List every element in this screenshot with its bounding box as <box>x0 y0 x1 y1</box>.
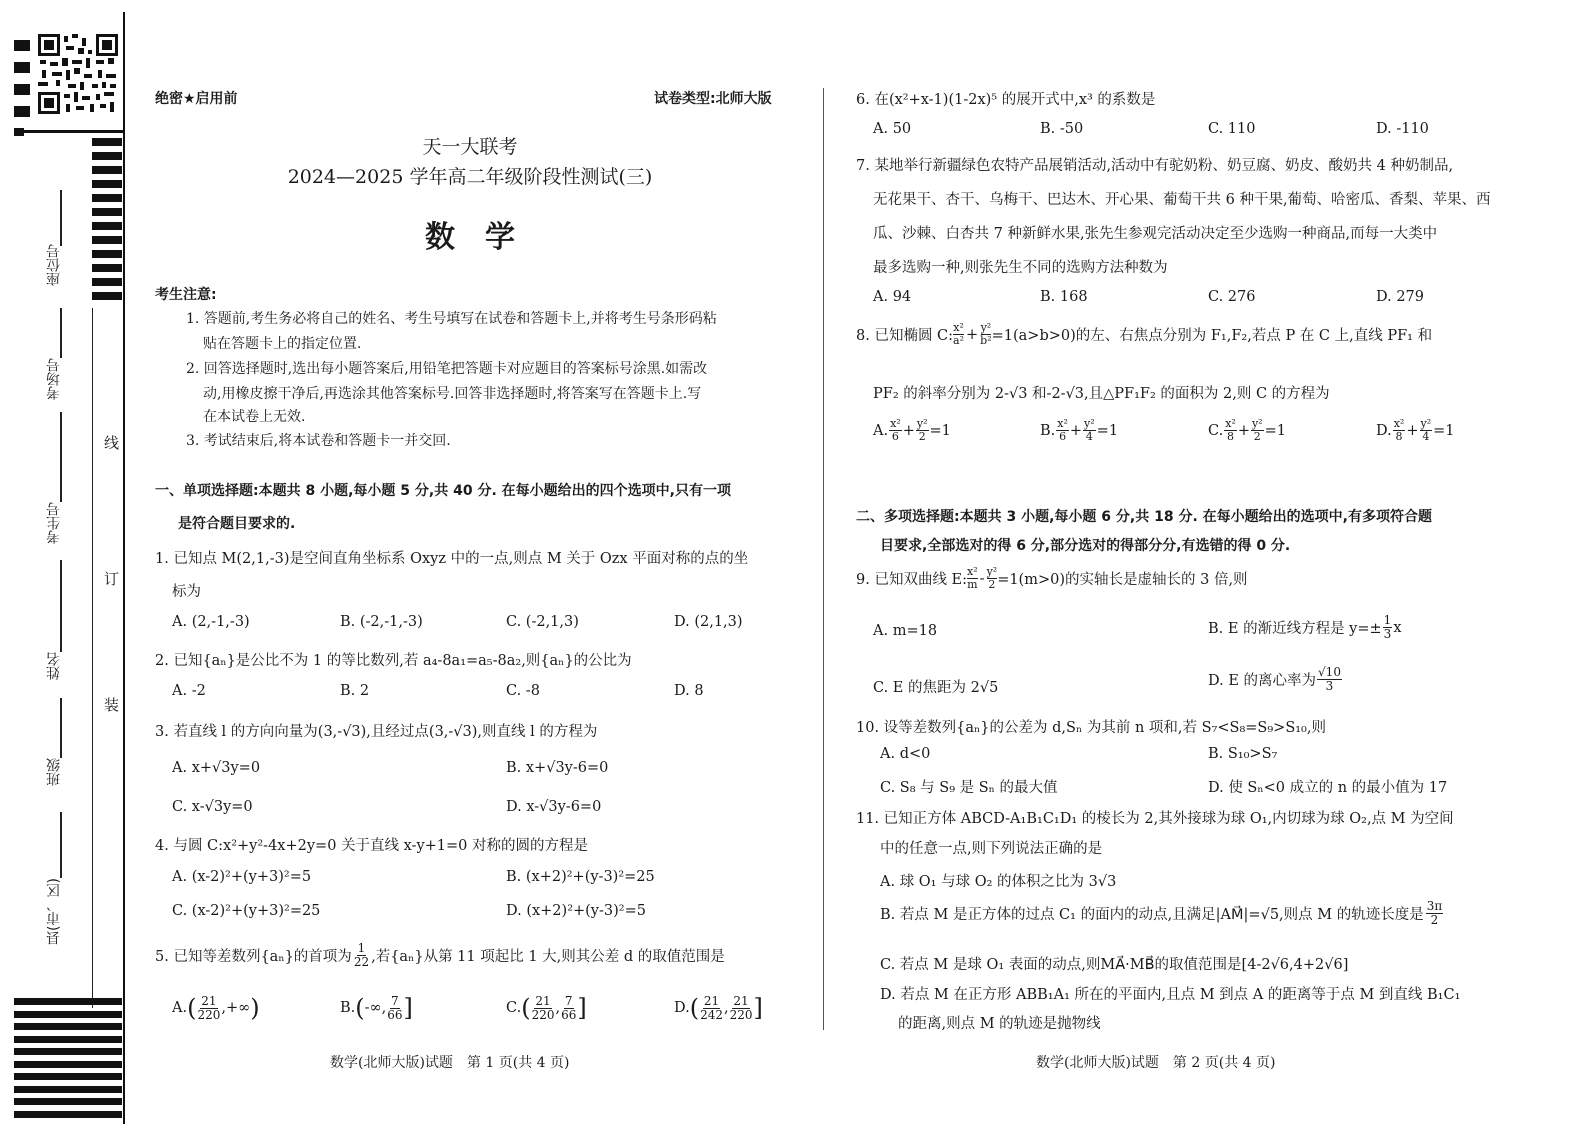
option-label: B. <box>1040 422 1056 439</box>
frac-den: 66 <box>387 1007 403 1022</box>
fraction <box>1056 418 1069 443</box>
q10-option-a: A. d<0 <box>880 746 931 762</box>
frac-den: b² <box>980 334 992 347</box>
frac-den: 6 <box>891 430 899 443</box>
stripe <box>92 250 122 258</box>
fraction <box>197 995 220 1022</box>
stripe <box>14 1023 122 1030</box>
q6-option-c: C. 110 <box>1208 121 1256 137</box>
q2-stem: 2. 已知{aₙ}是公比不为 1 的等比数列,若 a₄-8a₁=a₅-8a₂,则{aₙ}的公比为 <box>155 653 632 669</box>
frac-num: 21 <box>535 993 551 1008</box>
q2-option-c: C. -8 <box>506 683 540 699</box>
option-label: A. <box>873 422 889 439</box>
q10-stem: 10. 设等差数列{aₙ}的公差为 d,Sₙ 为其前 n 项和,若 S₇<S₈=S₉>S₁₀,则 <box>856 720 1326 736</box>
q9-option-c: C. E 的焦距为 2√5 <box>873 680 999 696</box>
section2-heading-cont: 目要求,全部选对的得 6 分,部分选对的得部分分,有选错的得 0 分. <box>880 538 1291 554</box>
fraction <box>889 418 902 443</box>
exam-room-label: 考场号 <box>46 358 62 400</box>
stripe <box>14 998 122 1005</box>
bracket: ( <box>521 994 531 1022</box>
q5-option-d <box>674 994 763 1022</box>
frac-den: 220 <box>531 1007 555 1022</box>
frac-num: x² <box>1225 417 1236 430</box>
bracket: ( <box>689 994 700 1022</box>
fraction <box>1251 418 1264 443</box>
q5-stem-b: ,若{aₙ}从第 11 项起比 1 大,则其公差 d 的取值范围是 <box>371 949 725 965</box>
q9-option-a: A. m=18 <box>873 623 938 639</box>
frac-num: x² <box>1057 417 1068 430</box>
section2-heading: 二、多项选择题:本题共 3 小题,每小题 6 分,共 18 分. 在每小题给出的选项中,有多项符合题 <box>856 509 1432 525</box>
frac-num: 1 <box>1383 613 1392 627</box>
county-label: 县(市、区) <box>46 878 62 945</box>
notice-line: 3. 考试结束后,将本试卷和答题卡一并交回. <box>186 433 451 449</box>
stripe <box>92 222 122 230</box>
q7-option-a: A. 94 <box>873 289 912 305</box>
section1-heading: 一、单项选择题:本题共 8 小题,每小题 5 分,共 40 分. 在每小题给出的四个选项中,只有一项 <box>155 483 731 499</box>
fraction <box>730 995 753 1022</box>
secret-label: 绝密★启用前 <box>155 91 238 107</box>
fraction <box>532 995 555 1022</box>
math-text: =1 <box>929 422 951 439</box>
frac-num: x² <box>890 417 901 430</box>
q5-fraction <box>354 942 369 969</box>
frac-den: m <box>967 578 978 591</box>
frac-den: 8 <box>1395 430 1403 443</box>
q9-stem <box>856 566 1248 591</box>
frac-den: 2 <box>1253 430 1261 443</box>
q11-stem: 11. 已知正方体 ABCD-A₁B₁C₁D₁ 的棱长为 2,其外接球为球 O₁,内切球为球 O₂,点 M 为空间 <box>856 811 1454 827</box>
q6-option-d: D. -110 <box>1376 121 1429 137</box>
math-text: + <box>1069 422 1083 439</box>
exam-title: 2024—2025 学年高二年级阶段性测试(三) <box>287 166 653 188</box>
q10-option-c: C. S₈ 与 S₉ 是 Sₙ 的最大值 <box>880 780 1058 796</box>
q6-option-a: A. 50 <box>873 121 912 137</box>
q7-stem-cont: 无花果干、杏干、乌梅干、巴达木、开心果、葡萄干共 6 种干果,葡萄、哈密瓜、香梨、苹果、西 <box>873 192 1491 208</box>
frac-den: 3 <box>1383 627 1392 641</box>
fraction <box>387 995 402 1022</box>
q1-stem: 1. 已知点 M(2,1,-3)是空间直角坐标系 Oxyz 中的一点,则点 M 关于 Ozx 平面对称的点的坐 <box>155 551 749 567</box>
q5-stem-a: 5. 已知等差数列{aₙ}的首项为 <box>155 949 352 965</box>
q9-option-d-text: D. E 的离心率为 <box>1208 673 1317 689</box>
frac-den: 6 <box>1059 430 1067 443</box>
q8-stem-a: 8. 已知椭圆 C: <box>856 328 954 344</box>
q7-stem: 7. 某地举行新疆绿色农特产品展销活动,活动中有驼奶粉、奶豆腐、奶皮、酸奶共 4 种奶制品, <box>856 158 1454 174</box>
q8-option-a <box>873 418 951 443</box>
q3-option-c: C. x-√3y=0 <box>172 799 253 815</box>
bracket: ] <box>753 994 763 1022</box>
frac-num: √10 <box>1318 665 1341 679</box>
q9-option-d-frac <box>1317 666 1342 693</box>
frac-den: 2 <box>918 430 926 443</box>
q3-option-d: D. x-√3y-6=0 <box>506 799 602 815</box>
barcode-stripes <box>92 138 122 308</box>
q8-frac-x <box>953 322 964 347</box>
frac-den: 220 <box>729 1007 753 1022</box>
subject-title: 数 学 <box>425 220 515 255</box>
q9-frac-y <box>987 566 998 591</box>
q5-stem <box>155 942 725 969</box>
frac-num: 21 <box>201 993 217 1008</box>
q7-stem-cont: 瓜、沙棘、白杏共 7 种新鲜水果,张先生参观完活动决定至少选购一种商品,而每一大类中 <box>873 226 1438 242</box>
math-text: =1 <box>1096 422 1119 439</box>
seat-number-label: 座位号 <box>46 244 62 286</box>
q2-option-b: B. 2 <box>340 683 370 699</box>
bind-mark-staple: 订 <box>104 570 120 588</box>
q11-option-c: C. 若点 M 是球 O₁ 表面的动点,则MA⃗·MB⃗的取值范围是[4-2√6,4+2√6] <box>880 957 1349 973</box>
q7-option-c: C. 276 <box>1208 289 1256 305</box>
candidate-number-label: 考生号 <box>46 502 62 544</box>
stripe <box>14 1073 122 1080</box>
bind-mark-line: 线 <box>104 434 120 452</box>
bind-mark-bind: 装 <box>104 696 120 714</box>
q7-stem-cont: 最多选购一种,则张先生不同的选购方法种数为 <box>873 260 1168 276</box>
stripe <box>92 138 122 146</box>
q9-option-b-text: B. E 的渐近线方程是 y=± <box>1208 621 1382 637</box>
barcode-stripes-bottom <box>14 998 122 1124</box>
footer-page-2: 数学(北师大版)试题 第 2 页(共 4 页) <box>1036 1055 1276 1071</box>
frac-num: x² <box>967 565 978 578</box>
q9-stem-a: 9. 已知双曲线 E: <box>856 572 968 588</box>
frac-num: x² <box>953 321 964 334</box>
notice-line: 在本试卷上无效. <box>203 409 306 425</box>
q4-option-a: A. (x-2)²+(y+3)²=5 <box>172 869 312 885</box>
frac-den: 220 <box>197 1007 221 1022</box>
q11-option-d: D. 若点 M 在正方形 ABB₁A₁ 所在的平面内,且点 M 到点 A 的距离等于点 M 到直线 B₁C₁ <box>880 987 1461 1003</box>
notice-line: 动,用橡皮擦干净后,再选涂其他答案标号.回答非选择题时,将答案写在答题卡上.写 <box>203 386 702 402</box>
q3-option-a: A. x+√3y=0 <box>172 760 261 776</box>
q8-stem <box>856 322 1432 347</box>
math-text: -∞, <box>364 1000 387 1016</box>
minus-sign: - <box>979 570 985 587</box>
exam-org: 天一大联考 <box>422 136 518 158</box>
q2-option-d: D. 8 <box>674 683 704 699</box>
q5-option-a <box>172 994 260 1022</box>
frac-num: x² <box>1393 417 1405 430</box>
q2-option-a: A. -2 <box>172 683 206 699</box>
math-text: + <box>1406 422 1419 439</box>
notice-line: 2. 回答选择题时,选出每小题答案后,用铅笔把答题卡对应题目的答案标号涂黑.如需改 <box>186 361 708 377</box>
math-text: + <box>1237 422 1250 439</box>
q6-stem: 6. 在(x²+x-1)(1-2x)⁵ 的展开式中,x³ 的系数是 <box>856 92 1156 108</box>
frac-num: 21 <box>733 993 749 1008</box>
frac-den: 4 <box>1422 430 1430 443</box>
frac-den: a² <box>953 334 965 347</box>
math-text: , <box>724 1000 729 1016</box>
q8-option-c <box>1208 418 1286 443</box>
frac-num: y² <box>1420 417 1432 430</box>
bracket: ) <box>250 994 260 1022</box>
q4-stem: 4. 与圆 C:x²+y²-4x+2y=0 关于直线 x-y+1=0 对称的圆的方程是 <box>155 838 589 854</box>
frac-num: 3π <box>1426 899 1443 913</box>
stripe <box>14 1061 122 1068</box>
bracket: ] <box>577 994 587 1022</box>
q11-option-d-cont: 的距离,则点 M 的轨迹是抛物线 <box>898 1016 1101 1032</box>
plus-sign: + <box>966 326 979 343</box>
q9-frac-x <box>967 566 978 591</box>
stripe <box>14 1111 122 1118</box>
q8-option-b <box>1040 418 1118 443</box>
stripe <box>92 166 122 174</box>
fraction <box>700 995 723 1022</box>
option-label: D. <box>674 1000 690 1016</box>
q4-option-c: C. (x-2)²+(y+3)²=25 <box>172 903 321 919</box>
frac-num: 7 <box>391 993 399 1008</box>
q7-option-b: B. 168 <box>1040 289 1088 305</box>
bracket: ( <box>355 994 365 1022</box>
binding-strip <box>14 12 125 1124</box>
math-text: + <box>902 422 915 439</box>
paper-type-label: 试卷类型:北师大版 <box>654 91 772 107</box>
stripe <box>92 278 122 286</box>
frac-den: 3 <box>1325 679 1334 693</box>
frac-num: 21 <box>703 993 720 1008</box>
q9-option-b <box>1208 614 1402 641</box>
option-label: C. <box>506 1000 522 1016</box>
fraction <box>1083 418 1096 443</box>
stripe <box>14 1048 122 1055</box>
option-label: D. <box>1376 422 1392 439</box>
q10-option-b: B. S₁₀>S₇ <box>1208 746 1278 762</box>
q11-option-a: A. 球 O₁ 与球 O₂ 的体积之比为 3√3 <box>880 874 1117 890</box>
frac-num: y² <box>980 321 992 334</box>
fraction <box>916 418 929 443</box>
q8-option-d <box>1376 418 1455 443</box>
stripe <box>92 236 122 244</box>
q10-option-d: D. 使 Sₙ<0 成立的 n 的最小值为 17 <box>1208 780 1448 796</box>
math-text: , <box>221 1000 226 1016</box>
section1-heading-cont: 是符合题目要求的. <box>178 516 296 532</box>
stripe <box>14 1098 122 1105</box>
page-divider <box>823 88 824 1030</box>
stripe <box>92 264 122 272</box>
fraction <box>1393 418 1406 443</box>
q7-option-d: D. 279 <box>1376 289 1425 305</box>
stripe <box>92 152 122 160</box>
stripe <box>92 194 122 202</box>
q8-stem-cont: PF₂ 的斜率分别为 2-√3 和-2-√3,且△PF₁F₂ 的面积为 2,则 C 的方程为 <box>873 386 1330 402</box>
math-text: =1 <box>1264 422 1286 439</box>
math-text: =1 <box>1433 422 1455 439</box>
option-label: C. <box>1208 422 1224 439</box>
notice-line: 1. 答题前,考生务必将自己的姓名、考生号填写在试卷和答题卡上,并将考生号条形码粘 <box>186 311 717 327</box>
bracket: ( <box>187 994 197 1022</box>
math-text: , <box>555 1000 561 1016</box>
frac-den: 2 <box>1430 913 1439 927</box>
q6-option-b: B. -50 <box>1040 121 1084 137</box>
q8-stem-b: =1(a>b>0)的左、右焦点分别为 F₁,F₂,若点 P 在 C 上,直线 PF₁ 和 <box>991 328 1433 344</box>
q5-option-c <box>506 994 587 1022</box>
q9-option-d <box>1208 666 1343 693</box>
q11-stem-cont: 中的任意一点,则下列说法正确的是 <box>880 841 1103 857</box>
frac-num: y² <box>1084 417 1095 430</box>
stripe <box>14 1036 122 1043</box>
notice-line: 贴在答题卡上的指定位置. <box>203 336 362 352</box>
frac-den: 2 <box>988 578 996 591</box>
frac-den: 4 <box>1085 430 1093 443</box>
q9-option-b-frac <box>1383 614 1393 641</box>
q11-option-b-frac <box>1426 900 1444 927</box>
frac-num: y² <box>1251 417 1263 430</box>
option-label: B. <box>340 1000 356 1016</box>
fraction <box>1224 418 1237 443</box>
fraction <box>1420 418 1433 443</box>
name-label: 姓名 <box>46 652 62 680</box>
fraction <box>561 995 576 1022</box>
option-label: A. <box>172 1000 188 1016</box>
math-text: +∞ <box>225 1000 251 1016</box>
notice-title: 考生注意: <box>155 287 217 303</box>
q5-frac-num: 1 <box>357 941 366 955</box>
stripe <box>14 1086 122 1093</box>
bracket: ] <box>403 994 413 1022</box>
stripe <box>92 180 122 188</box>
stripe <box>92 292 122 300</box>
q1-option-c: C. (-2,1,3) <box>506 614 579 630</box>
q4-option-b: B. (x+2)²+(y-3)²=25 <box>506 869 655 885</box>
q8-frac-y <box>980 322 991 347</box>
class-label: 班级 <box>46 758 62 786</box>
q5-option-b <box>340 994 413 1022</box>
frac-den: 242 <box>700 1007 723 1022</box>
q1-option-a: A. (2,-1,-3) <box>172 614 250 630</box>
frac-num: y² <box>986 565 998 578</box>
q3-option-b: B. x+√3y-6=0 <box>506 760 609 776</box>
q4-option-d: D. (x+2)²+(y-3)²=5 <box>506 903 646 919</box>
q9-option-b-x: x <box>1393 619 1402 636</box>
frac-num: y² <box>916 417 928 430</box>
q11-option-b <box>880 900 1443 927</box>
stripe <box>92 208 122 216</box>
q9-stem-b: =1(m>0)的实轴长是虚轴长的 3 倍,则 <box>997 572 1248 588</box>
q11-option-b-text: B. 若点 M 是正方体的过点 C₁ 的面内的动点,且满足|AM⃗|=√5,则点 M 的轨迹长度是 <box>880 907 1424 923</box>
q3-stem: 3. 若直线 l 的方向向量为(3,-√3),且经过点(3,-√3),则直线 l 的方程为 <box>155 724 598 740</box>
q1-stem-cont: 标为 <box>172 584 201 600</box>
frac-num: 7 <box>564 993 573 1008</box>
qr-code-icon <box>38 34 118 114</box>
q1-option-b: B. (-2,-1,-3) <box>340 614 423 630</box>
frac-den: 66 <box>561 1007 577 1022</box>
frac-den: 8 <box>1227 430 1234 443</box>
footer-page-1: 数学(北师大版)试题 第 1 页(共 4 页) <box>330 1055 570 1071</box>
q5-frac-den: 22 <box>353 955 370 969</box>
q1-option-d: D. (2,1,3) <box>674 614 743 630</box>
stripe <box>14 1011 122 1018</box>
